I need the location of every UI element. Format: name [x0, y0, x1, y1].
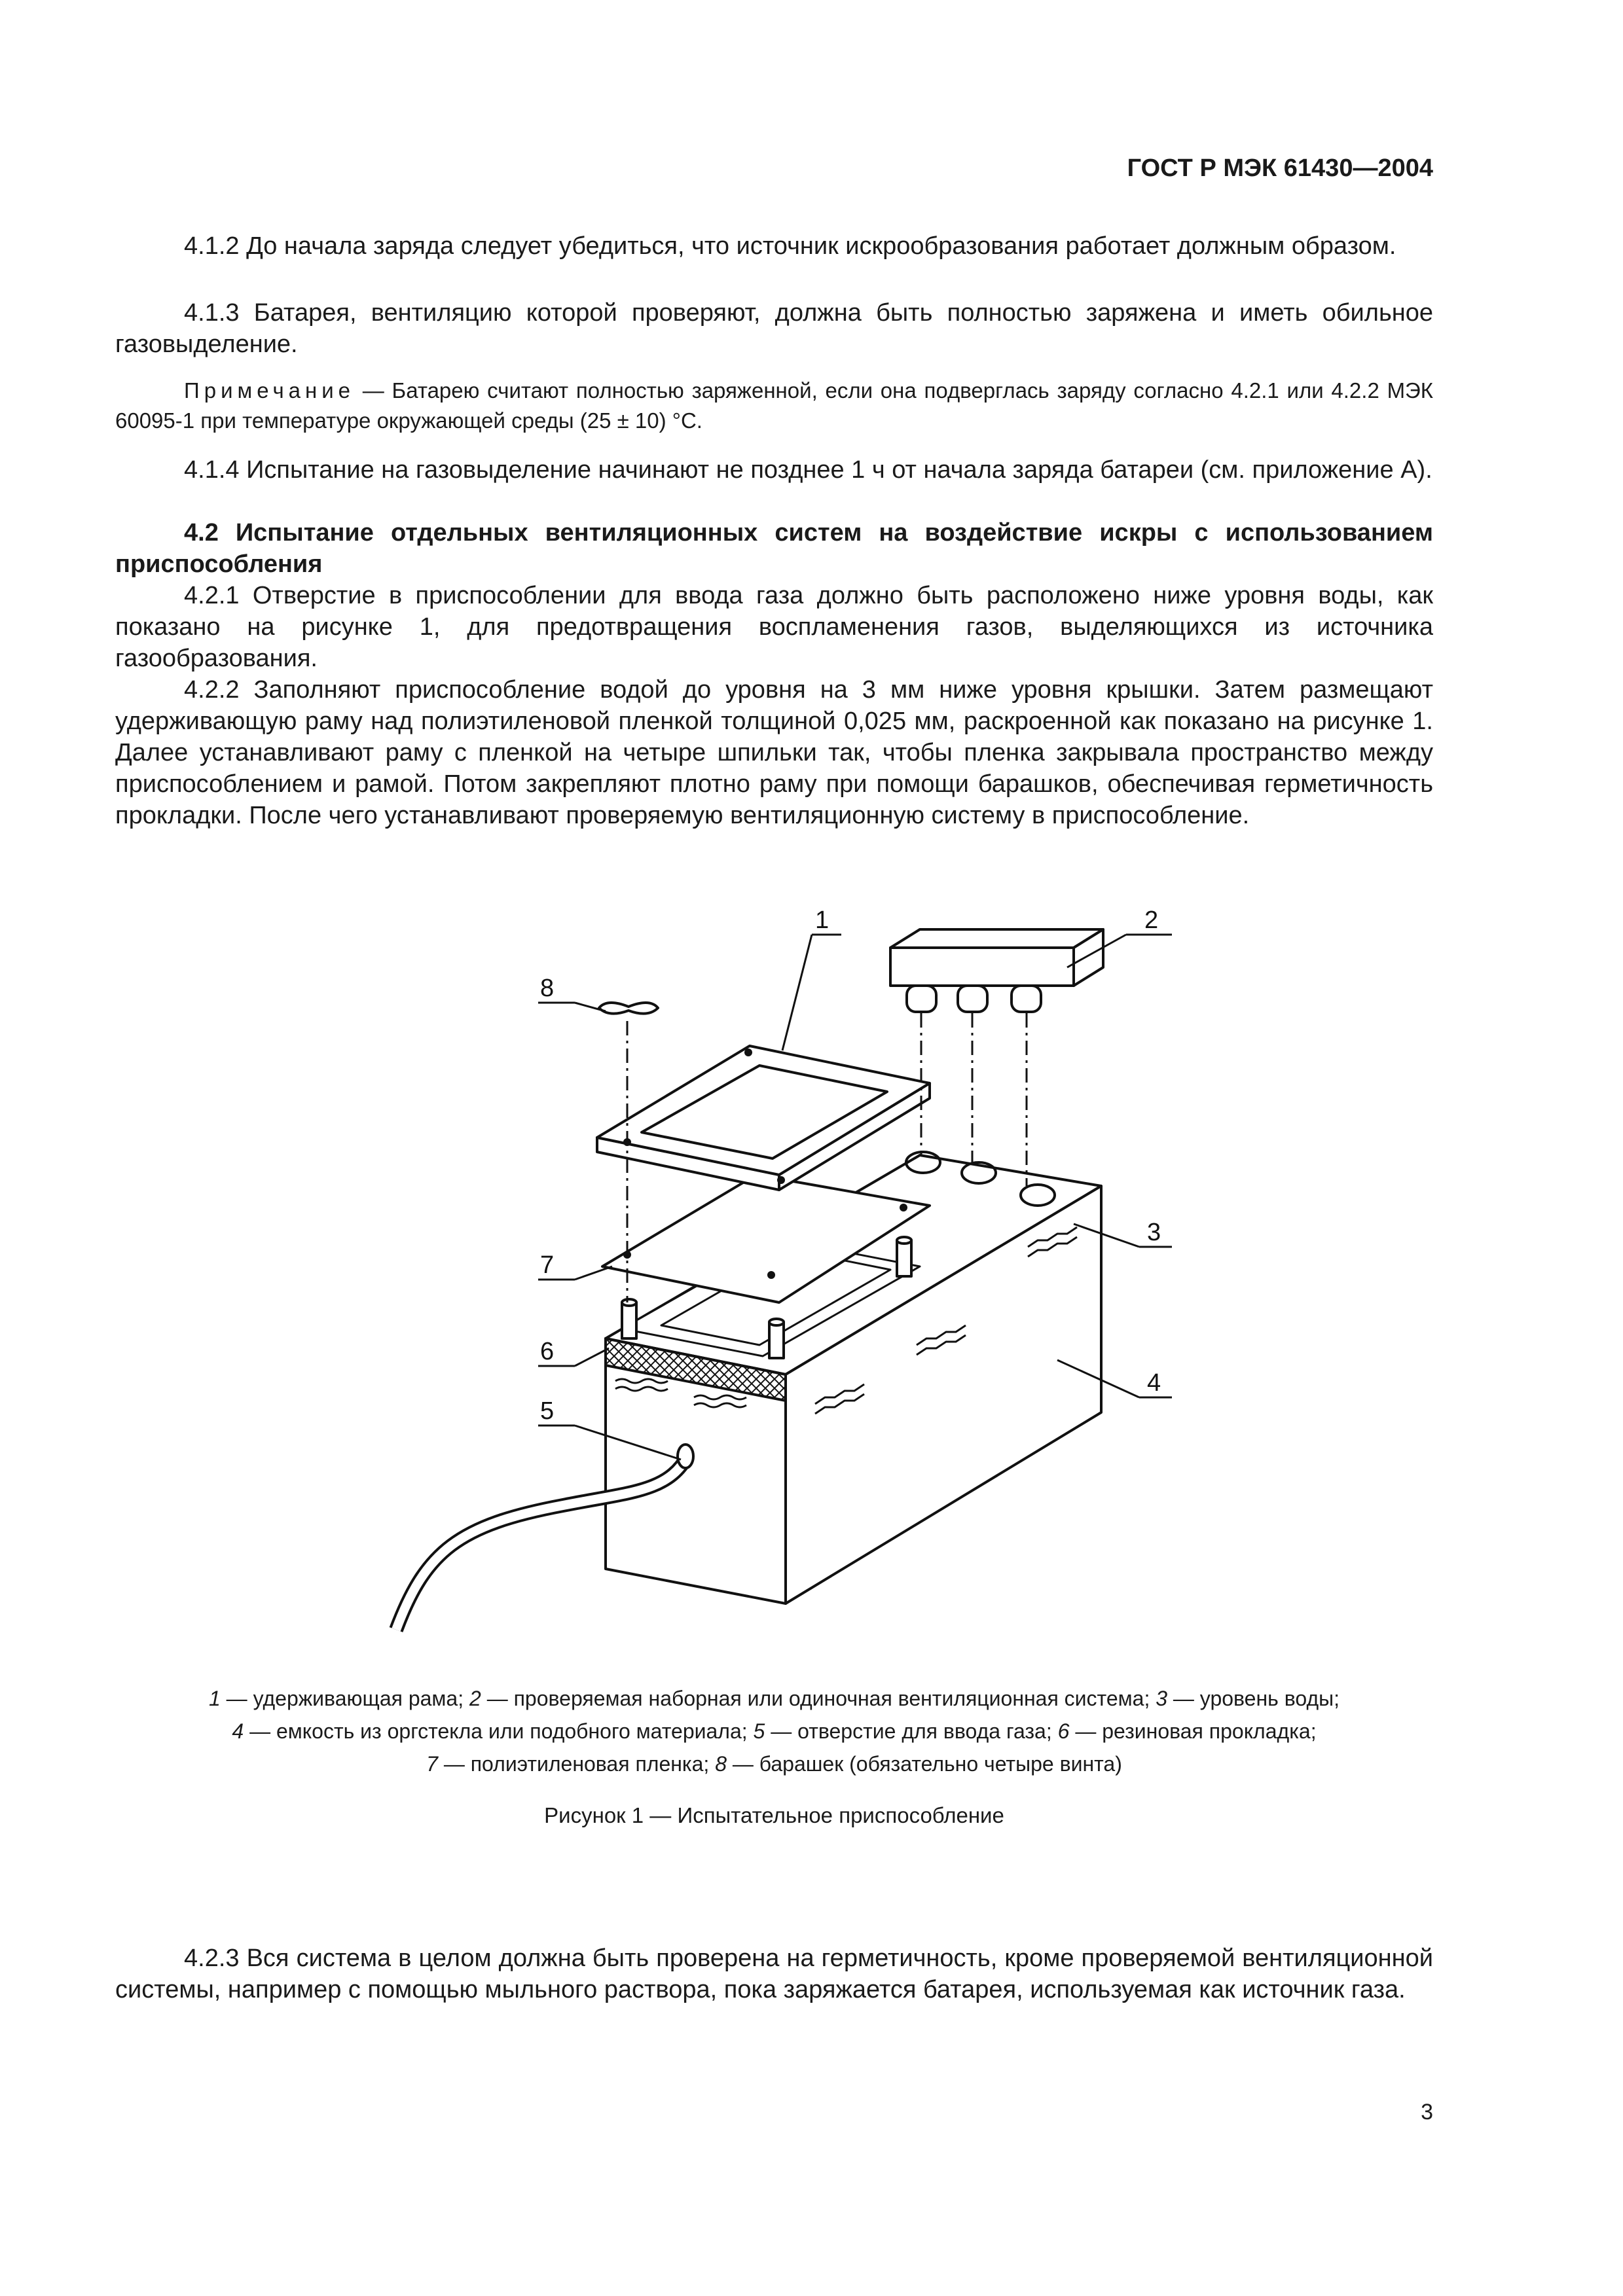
paragraph-4-1-4: 4.1.4 Испытание на газовыделение начинают не позднее 1 ч от начала заряда батареи (см. приложение А). [184, 456, 1432, 484]
section-heading-4-2: 4.2 Испытание отдельных вентиляционных систем на воздействие искры с использованием приспособления [115, 519, 1433, 578]
figure-label-2: 2 [1144, 906, 1159, 934]
wing-nut [599, 1003, 658, 1014]
note-text: — Батарею считают полностью заряженной, если она подверглась заряду согласно 4.2.1 или 4.2.2 МЭК 60095-1 при температуре окружающей среды (25 ± 10) °С. [115, 378, 1433, 433]
paragraph-4-2-3: 4.2.3 Вся система в целом должна быть проверена на герметичность, кроме проверяемой вентиляционной системы, например с помощью мыльного раствора, пока заряжается батарея, используемая как источник газа. [115, 1945, 1433, 2003]
legend-line-3: 7 — полиэтиленовая пленка; 8 — барашек (обязательно четыре винта) [426, 1752, 1122, 1776]
legend-line-2: 4 — емкость из оргстекла или подобного материала; 5 — отверстие для ввода газа; 6 — резиновая прокладка; [232, 1719, 1317, 1743]
figure-label-7: 7 [540, 1251, 555, 1279]
figure-label-6: 6 [540, 1338, 555, 1365]
note-label: Примечание [184, 378, 356, 403]
figure-label-8: 8 [540, 975, 555, 1002]
paragraph-4-1-3: 4.1.3 Батарея, вентиляцию которой проверяют, должна быть полностью заряжена и иметь обильное газовыделение. [115, 299, 1433, 358]
figure-label-5: 5 [540, 1397, 555, 1425]
figure-label-1: 1 [815, 906, 830, 934]
figure-legend [115, 1682, 1433, 1780]
figure-label-3: 3 [1147, 1219, 1161, 1246]
paragraph-4-1-2: 4.1.2 До начала заряда следует убедиться, что источник искрообразования работает должным образом. [184, 232, 1396, 260]
retaining-frame [597, 1046, 930, 1190]
ventilation-system [890, 929, 1103, 1012]
paragraph-4-2-1: 4.2.1 Отверстие в приспособлении для ввода газа должно быть расположено ниже уровня воды, как показано на рисунке 1, для предотвращения воспламенения газов, выделяющихся из источника газообразования. [115, 582, 1433, 672]
page-number: 3 [1421, 2100, 1433, 2125]
document-header: ГОСТ Р МЭК 61430—2004 [1127, 154, 1433, 182]
test-fixture-figure [0, 877, 1623, 1636]
figure-caption: Рисунок 1 — Испытательное приспособление [544, 1803, 1004, 1827]
legend-line-1: 1 — удерживающая рама; 2 — проверяемая наборная или одиночная вентиляционная система; 3 — уровень воды; [208, 1687, 1340, 1710]
figure-label-4: 4 [1147, 1369, 1161, 1397]
note [115, 376, 1433, 436]
paragraph-4-2-2: 4.2.2 Заполняют приспособление водой до уровня на 3 мм ниже уровня крышки. Затем размещают удерживающую раму над полиэтиленовой пленкой толщиной 0,025 мм, раскроенной как показано на рисунке 1. Далее устанавливают раму с пленкой на четыре шпильки так, чтобы пленка закрывала пространство между приспособлением и рамой. Потом закрепляют плотно раму при помощи барашков, обеспечивая герметичность прокладки. После чего устанавливают проверяемую вентиляционную систему в приспособление. [115, 676, 1433, 829]
